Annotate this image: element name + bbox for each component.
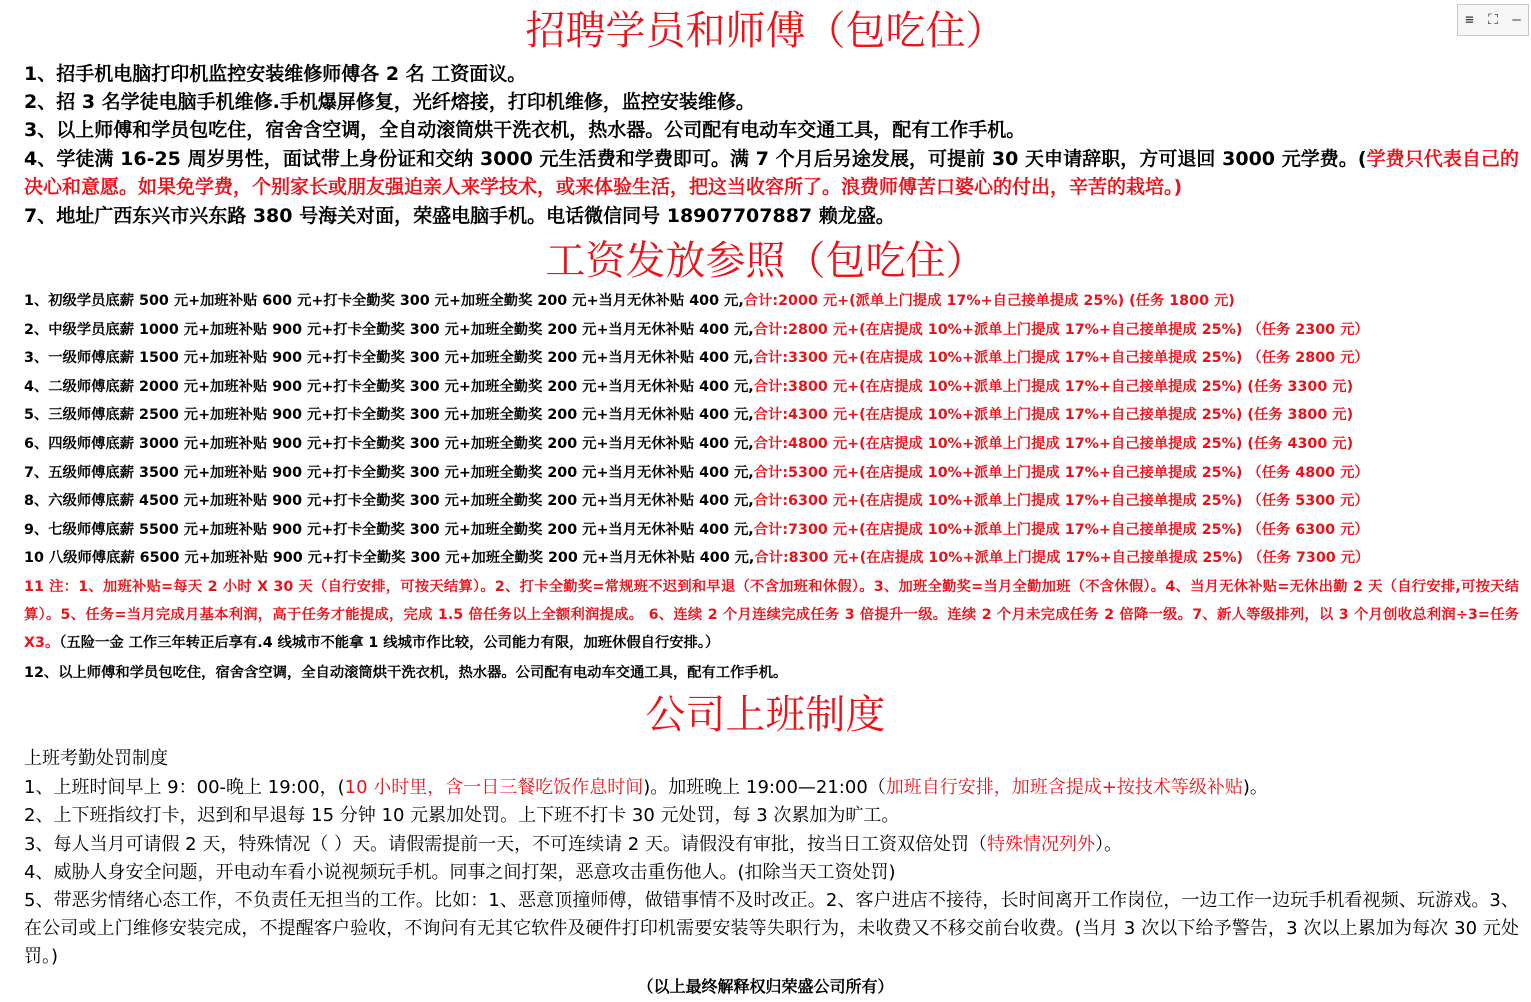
salary-row-base: 1、初级学员底薪 500 元+加班补贴 600 元+打卡全勤奖 300 元+加班全勤奖 200 元+当月无休补贴 400 元, (24, 293, 744, 309)
salary-row (24, 401, 1520, 429)
salary-row-base: 7、五级师傅底薪 3500 元+加班补贴 900 元+打卡全勤奖 300 元+加班全勤奖 200 元+当月无休补贴 400 元, (24, 465, 754, 481)
salary-row-base: 8、六级师傅底薪 4500 元+加班补贴 900 元+打卡全勤奖 300 元+加班全勤奖 200 元+当月无休补贴 400 元, (24, 493, 754, 509)
salary-row (24, 316, 1520, 344)
rule-5: 5、带恶劣情绪心态工作，不负责任无担当的工作。比如：1、恶意顶撞师傅，做错事情不及时改正。2、客户进店不接待，长时间离开工作岗位，一边工作一边玩手机看视频、玩游戏。3、在公司或上门维修安装完成，不提醒客户验收，不询问有无其它软件及硬件打印机需要安装等失职行为，未收费又不移交前台收费。(当月 3 次以下给予警告，3 次以上累加为每次 30 元处罚。) (24, 890, 1519, 967)
salary-row (24, 430, 1520, 458)
salary-row-base: 5、三级师傅底薪 2500 元+加班补贴 900 元+打卡全勤奖 300 元+加班全勤奖 200 元+当月无休补贴 400 元, (24, 407, 754, 423)
recruit-line-1: 1、招手机电脑打印机监控安装维修师傅各 2 名 工资面议。 (24, 63, 527, 85)
recruit-line-2: 2、招 3 名学徒电脑手机维修.手机爆屏修复，光纤熔接，打印机维修，监控安装维修。 (24, 91, 755, 113)
rule-3-b: 特殊情况列外 (986, 834, 1095, 855)
salary-row-base: 3、一级师傅底薪 1500 元+加班补贴 900 元+打卡全勤奖 300 元+加班全勤奖 200 元+当月无休补贴 400 元, (24, 350, 754, 366)
salary-row-base: 9、七级师傅底薪 5500 元+加班补贴 900 元+打卡全勤奖 300 元+加班全勤奖 200 元+当月无休补贴 400 元, (24, 522, 754, 538)
rules-title: 公司上班制度 (645, 692, 886, 738)
salary-row-total: 合计:7300 元+(在店提成 10%+派单上门提成 17%+自己接单提成 25%) （任务 6300 元） (753, 522, 1369, 538)
rules-subtitle: 上班考勤处罚制度 (24, 748, 168, 769)
recruit-address-line: 7、地址广西东兴市兴东路 380 号海关对面，荣盛电脑手机。电话微信同号 18907707887 赖龙盛。 (24, 205, 895, 227)
salary-row (24, 516, 1520, 544)
salary-row-base: 2、中级学员底薪 1000 元+加班补贴 900 元+打卡全勤奖 300 元+加班全勤奖 200 元+当月无休补贴 400 元, (24, 322, 754, 338)
salary-row-total: 合计:4300 元+(在店提成 10%+派单上门提成 17%+自己接单提成 25%) (任务 3800 元) (753, 407, 1354, 423)
rule-4: 4、威胁人身安全问题，开电动车看小说视频玩手机。同事之间打架，恶意攻击重伤他人。(扣除当天工资处罚) (24, 862, 896, 883)
rule-1-d: 加班自行安排，加班含提成+按技术等级补贴 (885, 777, 1243, 798)
minimize-icon[interactable]: — (1512, 12, 1521, 28)
salary-row-total: 合计:3800 元+(在店提成 10%+派单上门提成 17%+自己接单提成 25%) (任务 3300 元) (753, 379, 1354, 395)
fullscreen-icon[interactable]: ⛶ (1488, 12, 1498, 28)
salary-row-total: 合计:4800 元+(在店提成 10%+派单上门提成 17%+自己接单提成 25%) (任务 4300 元) (753, 436, 1354, 452)
salary-row-base: 10 八级师傅底薪 6500 元+加班补贴 900 元+打卡全勤奖 300 元+加班全勤奖 200 元+当月无休补贴 400 元, (24, 550, 755, 566)
recruit-line-4-text: 4、学徒满 16-25 周岁男性，面试带上身份证和交纳 3000 元生活费和学费即可。满 7 个月后另途发展，可提前 30 天申请辞职，方可退回 3000 元学费。( (24, 148, 1367, 170)
salary-row (24, 487, 1520, 515)
salary-row-total: 合计:6300 元+(在店提成 10%+派单上门提成 17%+自己接单提成 25%) （任务 5300 元） (753, 493, 1369, 509)
rule-1 (24, 774, 1520, 802)
salary-row (24, 544, 1520, 572)
salary-row-total: 合计:2000 元+(派单上门提成 17%+自己接单提成 25%) (任务 1800 元) (743, 293, 1235, 309)
rule-3 (24, 831, 1520, 859)
salary-line-12: 12、以上师傅和学员包吃住，宿舍含空调，全自动滚筒烘干洗衣机，热水器。公司配有电动车交通工具，配有工作手机。 (24, 665, 788, 681)
salary-notes-red: 11 注：1、加班补贴=每天 2 小时 X 30 天（自行安排，可按天结算）。2、打卡全勤奖=常规班不迟到和早退（不含加班和休假）。3、加班全勤奖=当月全勤加班（不含休假）。4、当月无休补贴=无休出勤 2 天（自行安排,可按天结算）。5、任务=当月完成月基本利润，高于任务才能提成，完成 1.5 倍任务以上全额利润提成。 6、连续 2 个月连续完成任务 3 倍提升一级。连续 2 个月未完成任务 2 倍降一级。7、新人等级排列，以 3 个月创收总利润÷3=任务 X3。 (24, 579, 1519, 651)
salary-row-total: 合计:5300 元+(在店提成 10%+派单上门提成 17%+自己接单提成 25%) （任务 4800 元） (753, 465, 1369, 481)
salary-row-base: 4、二级师傅底薪 2000 元+加班补贴 900 元+打卡全勤奖 300 元+加班全勤奖 200 元+当月无休补贴 400 元, (24, 379, 754, 395)
recruit-line-4-note: 学费只代表自己的决心和意愿。如果免学费，个别家长或朋友强迫亲人来学技术，或来体验生活，把这当收容所了。浪费师傅苦口婆心的付出，辛苦的栽培。) (24, 148, 1519, 198)
rule-1-b: 10 小时里，含一日三餐吃饭作息时间 (344, 777, 644, 798)
salary-row (24, 459, 1520, 487)
salary-notes-black: （五险一金 工作三年转正后享有.4 线城市不能拿 1 线城市作比较，公司能力有限，加班休假自行安排。） (59, 635, 720, 651)
salary-row-total: 合计:8300 元+(在店提成 10%+派单上门提成 17%+自己接单提成 25%) （任务 7300 元） (754, 550, 1370, 566)
rule-1-c: )。加班晚上 19:00—21:00（ (643, 777, 886, 798)
recruit-line-3: 3、以上师傅和学员包吃住，宿舍含空调，全自动滚筒烘干洗衣机，热水器。公司配有电动车交通工具，配有工作手机。 (24, 119, 1026, 141)
recruit-title: 招聘学员和师傅（包吃住） (525, 8, 1006, 54)
salary-row (24, 373, 1520, 401)
rule-1-a: 1、上班时间早上 9：00-晚上 19:00，( (24, 777, 345, 798)
salary-title: 工资发放参照（包吃住） (545, 238, 986, 284)
menu-icon[interactable]: ≡ (1465, 12, 1474, 28)
salary-row-total: 合计:2800 元+(在店提成 10%+派单上门提成 17%+自己接单提成 25%) （任务 2300 元） (753, 322, 1369, 338)
rule-3-a: 3、每人当月可请假 2 天，特殊情况（ ）天。请假需提前一天，不可连续请 2 天。请假没有审批，按当日工资双倍处罚（ (24, 834, 987, 855)
footer-note: （以上最终解释权归荣盛公司所有） (637, 977, 894, 996)
rule-3-c: ）。 (1094, 834, 1122, 855)
salary-row (24, 287, 1520, 315)
rule-1-e: )。 (1242, 777, 1268, 798)
recruit-line-4 (24, 145, 1519, 201)
salary-notes (24, 573, 1519, 657)
rule-2: 2、上下班指纹打卡，迟到和早退每 15 分钟 10 元累加处罚。上下班不打卡 30 元处罚，每 3 次累加为旷工。 (24, 805, 900, 826)
salary-row-total: 合计:3300 元+(在店提成 10%+派单上门提成 17%+自己接单提成 25%) （任务 2800 元） (753, 350, 1369, 366)
salary-row-base: 6、四级师傅底薪 3000 元+加班补贴 900 元+打卡全勤奖 300 元+加班全勤奖 200 元+当月无休补贴 400 元, (24, 436, 754, 452)
salary-row (24, 344, 1520, 372)
